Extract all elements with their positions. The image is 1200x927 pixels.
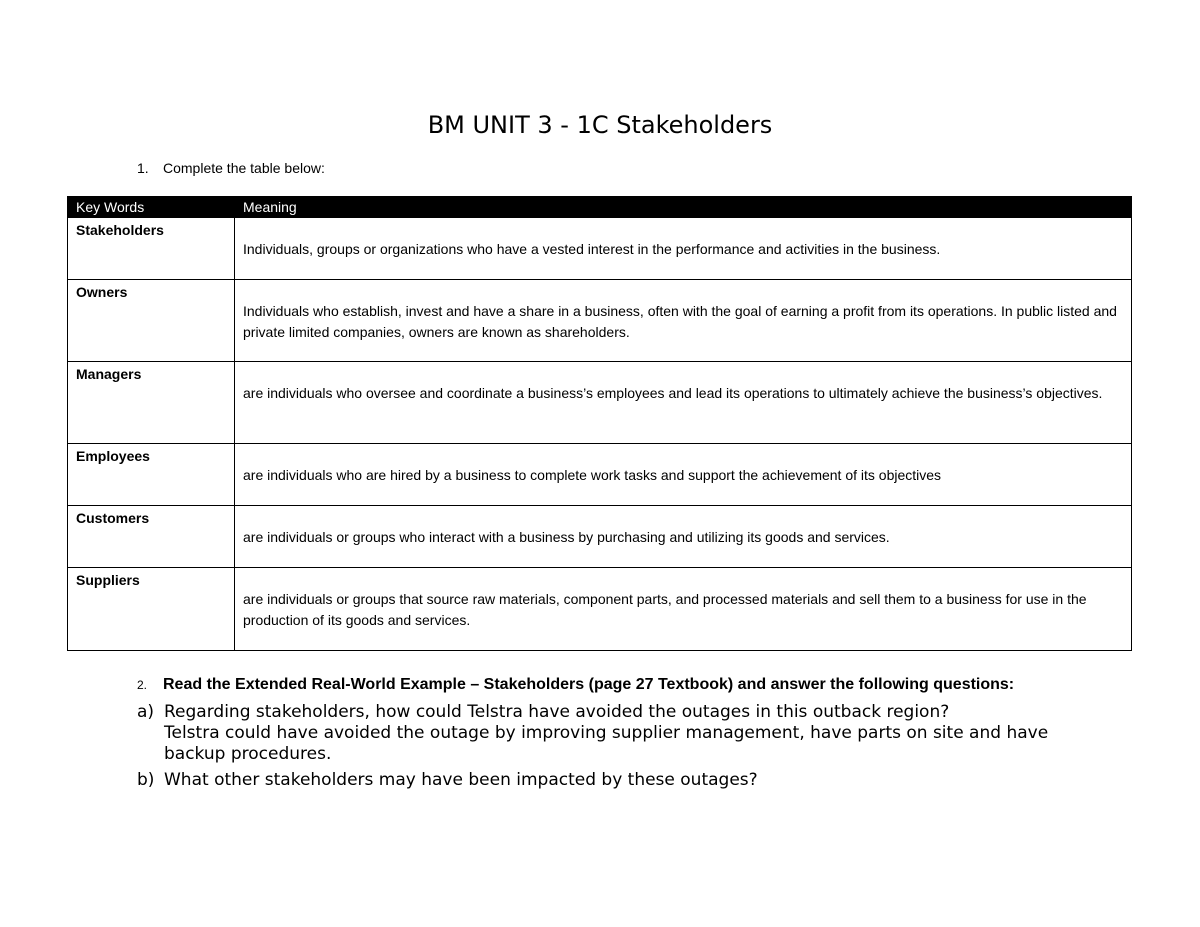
key-word-cell: Managers (68, 362, 235, 444)
header-meaning: Meaning (235, 197, 1132, 218)
subquestion-text: Regarding stakeholders, how could Telstra have avoided the outages in this outback region? (164, 702, 950, 722)
question-2-text: Read the Extended Real-World Example – Stakeholders (page 27 Textbook) and answer the following questions: (163, 676, 1015, 693)
instruction-text: Complete the table below: (163, 160, 325, 176)
key-word-cell: Employees (68, 444, 235, 506)
table-header-row (68, 197, 1132, 218)
subquestion-a (137, 702, 1077, 765)
instruction-1 (137, 159, 325, 177)
table-row (68, 568, 1132, 651)
meaning-cell[interactable]: Individuals who establish, invest and have a share in a business, often with the goal of earning a profit from its operations. In public listed and private limited companies, owners are known as shareholders. (235, 280, 1132, 362)
key-word-cell: Stakeholders (68, 218, 235, 280)
key-words-table (67, 196, 1132, 651)
table-row (68, 218, 1132, 280)
table-row (68, 362, 1132, 444)
table-row (68, 280, 1132, 362)
instruction-number: 1. (137, 160, 149, 176)
subquestion-text: What other stakeholders may have been impacted by these outages? (164, 770, 758, 790)
key-word-cell: Owners (68, 280, 235, 362)
meaning-cell[interactable]: are individuals or groups that source raw materials, component parts, and processed materials and sell them to a business for use in the production of its goods and services. (235, 568, 1132, 651)
subquestion-answer[interactable]: Telstra could have avoided the outage by improving supplier management, have parts on site and have backup procedures. (164, 723, 1049, 764)
meaning-cell[interactable]: are individuals who oversee and coordinate a business’s employees and lead its operations to ultimately achieve the business’s objectives. (235, 362, 1132, 444)
subquestion-letter: b) (137, 770, 155, 790)
meaning-cell[interactable]: are individuals who are hired by a business to complete work tasks and support the achievement of its objectives (235, 444, 1132, 506)
key-word-cell: Customers (68, 506, 235, 568)
question-2 (137, 674, 1014, 696)
table-row (68, 444, 1132, 506)
meaning-cell[interactable]: Individuals, groups or organizations who have a vested interest in the performance and activities in the business. (235, 218, 1132, 280)
question-2-number: 2. (137, 678, 148, 692)
table-row (68, 506, 1132, 568)
header-key-words: Key Words (68, 197, 235, 218)
subquestion-letter: a) (137, 702, 155, 722)
page-title: BM UNIT 3 - 1C Stakeholders (427, 111, 773, 139)
meaning-cell[interactable]: are individuals or groups who interact with a business by purchasing and utilizing its goods and services. (235, 506, 1132, 568)
subquestion-b (137, 770, 1077, 791)
key-word-cell: Suppliers (68, 568, 235, 651)
